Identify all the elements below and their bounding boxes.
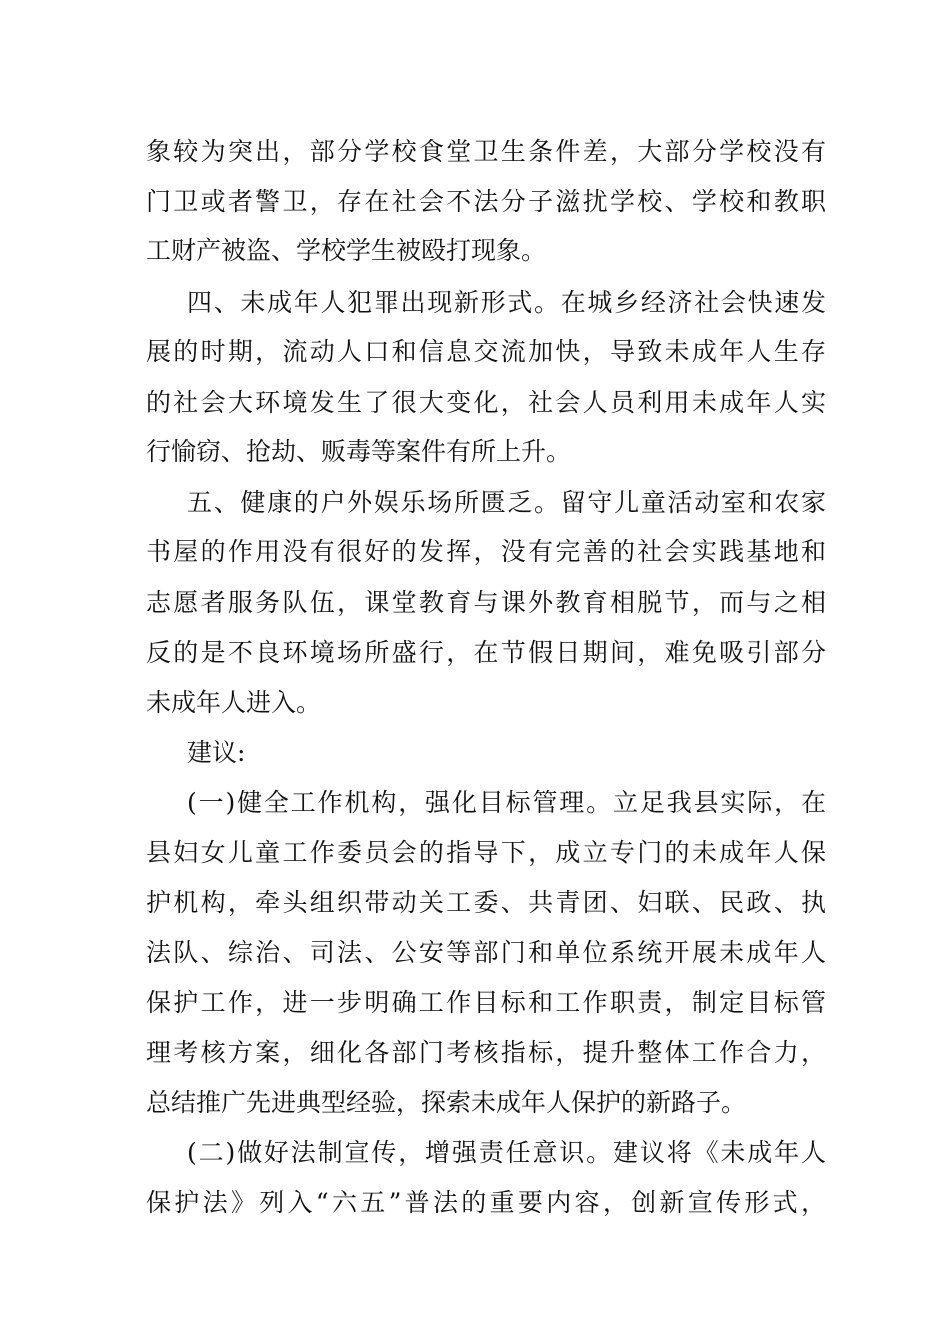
text-line: 象较为突出，部分学校食堂卫生条件差，大部分学校没有 [146,137,826,166]
text-line: 反的是不良环境场所盛行，在节假日期间，难免吸引部分 [146,638,826,667]
text-line: 法队、综治、司法、公安等部门和单位系统开展未成年人 [146,938,826,967]
text-line: 未成年人进入。 [146,688,322,717]
section-heading-line: 五、健康的户外娱乐场所匮乏。留守儿童活动室和农家 [187,488,826,517]
text-line: 志愿者服务队伍，课堂教育与课外教育相脱节，而与之相 [146,588,826,617]
text-line: 县妇女儿童工作委员会的指导下，成立专门的未成年人保 [146,838,826,867]
text-line: 行愉窃、抢劫、贩毒等案件有所上升。 [146,437,572,466]
text-line: 理考核方案，细化各部门考核指标，提升整体工作合力， [146,1038,826,1067]
section-heading-line: 四、未成年人犯罪出现新形式。在城乡经济社会快速发 [187,288,826,317]
text-line: 书屋的作用没有很好的发挥，没有完善的社会实践基地和 [146,537,826,566]
text-line: 的社会大环境发生了很大变化，社会人员利用未成年人实 [146,388,826,417]
text-line: 门卫或者警卫，存在社会不法分子滋扰学校、学校和教职 [146,187,826,216]
text-line: 保护工作，进一步明确工作目标和工作职责，制定目标管 [146,988,826,1017]
text-line: 保护法》列入“六五”普法的重要内容，创新宣传形式， [146,1188,826,1217]
section-heading-line: (二)做好法制宣传，增强责任意识。建议将《未成年人 [187,1138,826,1167]
text-line: 护机构，牵头组织带动关工委、共青团、妇联、民政、执 [146,888,826,917]
text-line: 总结推广先进典型经验，探索未成年人保护的新路子。 [146,1088,747,1117]
text-line: 展的时期，流动人口和信息交流加快，导致未成年人生存 [146,337,826,366]
suggestions-heading: 建议: [187,738,246,767]
text-line: 工财产被盗、学校学生被殴打现象。 [146,236,547,265]
section-heading-line: (一)健全工作机构，强化目标管理。立足我县实际，在 [187,788,826,817]
